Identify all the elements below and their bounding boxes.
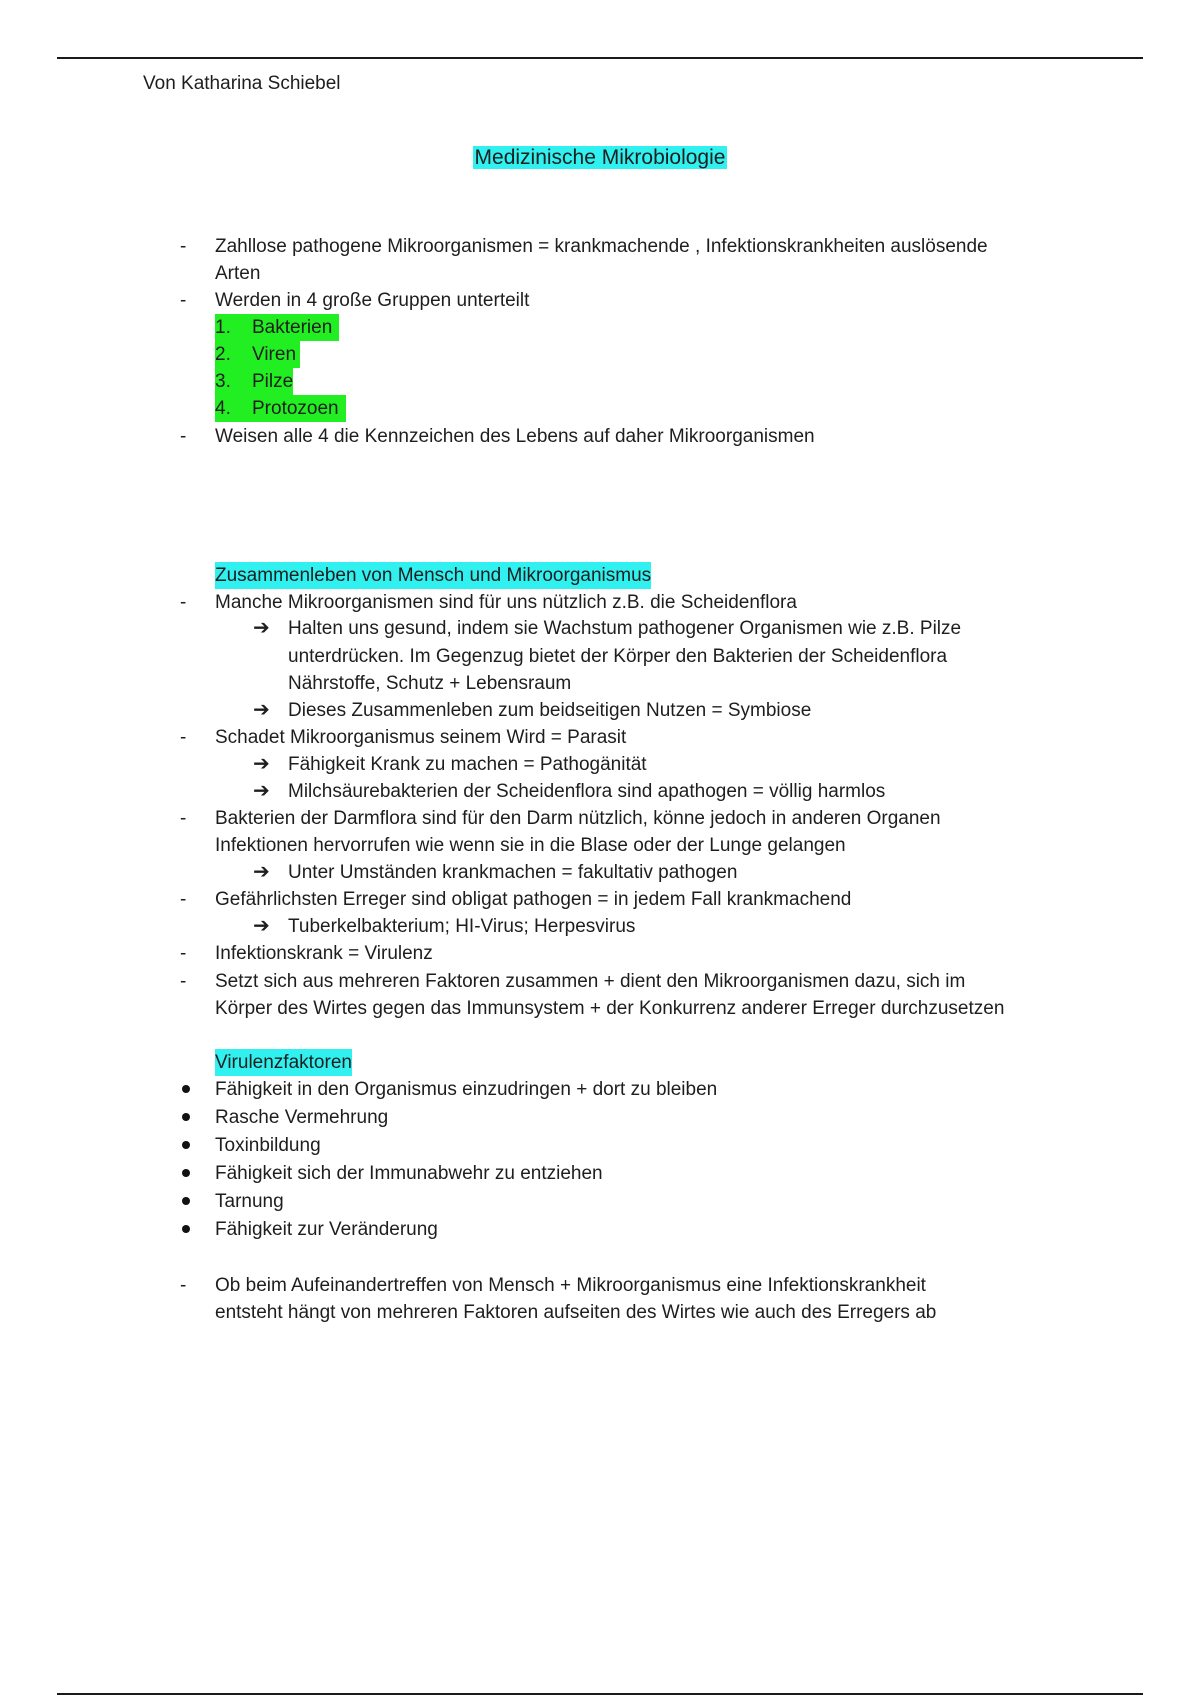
intro-item-3: Weisen alle 4 die Kennzeichen des Lebens auf daher Mikroorganismen (215, 426, 815, 447)
bullet-icon (182, 1225, 190, 1233)
group-label: Viren (252, 344, 297, 365)
arrow-icon: ➔ (253, 699, 270, 721)
group-number: 1. (215, 317, 231, 338)
text-line: Nährstoffe, Schutz + Lebensraum (288, 673, 572, 694)
title-wrap (0, 144, 1200, 172)
bullet-icon (182, 1113, 190, 1121)
section-heading-virulenzfaktoren: Virulenzfaktoren (215, 1049, 352, 1076)
text-line: Halten uns gesund, indem sie Wachstum pathogener Organismen wie z.B. Pilze (288, 618, 962, 639)
dash-marker: - (180, 727, 187, 748)
group-item-protozoen (215, 395, 346, 422)
dash-marker: - (180, 889, 187, 910)
author-line: Von Katharina Schiebel (143, 73, 341, 94)
section-heading-zusammenleben: Zusammenleben von Mensch und Mikroorganismus (215, 562, 651, 589)
group-item-bakterien (215, 314, 339, 341)
text-line: Ob beim Aufeinandertreffen von Mensch + Mikroorganismus eine Infektionskrankheit (215, 1275, 926, 1296)
text-line: entsteht hängt von mehreren Faktoren aufseiten des Wirtes wie auch des Erregers ab (215, 1302, 937, 1323)
text-line: Tuberkelbakterium; HI-Virus; Herpesvirus (288, 916, 636, 937)
dash-marker: - (180, 290, 187, 311)
text-line: Milchsäurebakterien der Scheidenflora sind apathogen = völlig harmlos (288, 781, 886, 802)
bullet-icon (182, 1197, 190, 1205)
list-item: Rasche Vermehrung (215, 1107, 389, 1128)
text-line: Infektionen hervorrufen wie wenn sie in die Blase oder der Lunge gelangen (215, 835, 846, 856)
intro-item-2: Werden in 4 große Gruppen unterteilt (215, 290, 530, 311)
text-line: Dieses Zusammenleben zum beidseitigen Nutzen = Symbiose (288, 700, 812, 721)
group-label: Pilze (252, 371, 294, 392)
arrow-icon: ➔ (253, 617, 270, 639)
arrow-icon: ➔ (253, 780, 270, 802)
dash-marker: - (180, 1275, 187, 1296)
group-number: 2. (215, 344, 231, 365)
dash-marker: - (180, 236, 187, 257)
group-item-viren (215, 341, 300, 368)
text-line: Schadet Mikroorganismus seinem Wird = Parasit (215, 727, 627, 748)
arrow-icon: ➔ (253, 915, 270, 937)
text-line: Manche Mikroorganismen sind für uns nützlich z.B. die Scheidenflora (215, 592, 797, 613)
bottom-rule (57, 1693, 1143, 1695)
arrow-icon: ➔ (253, 861, 270, 883)
top-rule (57, 57, 1143, 59)
bullet-icon (182, 1085, 190, 1093)
list-item: Fähigkeit zur Veränderung (215, 1219, 438, 1240)
text-line: Fähigkeit Krank zu machen = Pathogänität (288, 754, 647, 775)
text-line: unterdrücken. Im Gegenzug bietet der Körper den Bakterien der Scheidenflora (288, 646, 948, 667)
group-number: 3. (215, 371, 231, 392)
dash-marker: - (180, 808, 187, 829)
list-item: Toxinbildung (215, 1135, 321, 1156)
list-item: Fähigkeit in den Organismus einzudringen + dort zu bleiben (215, 1079, 718, 1100)
arrow-icon: ➔ (253, 753, 270, 775)
dash-marker: - (180, 426, 187, 447)
group-number: 4. (215, 398, 231, 419)
list-item: Tarnung (215, 1191, 284, 1212)
text-line: Bakterien der Darmflora sind für den Darm nützlich, könne jedoch in anderen Organen (215, 808, 941, 829)
text-line: Infektionskrank = Virulenz (215, 943, 433, 964)
text-line: Setzt sich aus mehreren Faktoren zusammen + dient den Mikroorganismen dazu, sich im (215, 971, 966, 992)
page-title: Medizinische Mikrobiologie (474, 146, 726, 169)
text-line: Unter Umständen krankmachen = fakultativ pathogen (288, 862, 738, 883)
text-line: Körper des Wirtes gegen das Immunsystem + der Konkurrenz anderer Erreger durchzusetzen (215, 998, 1005, 1019)
list-item: Fähigkeit sich der Immunabwehr zu entziehen (215, 1163, 603, 1184)
dash-marker: - (180, 971, 187, 992)
group-label: Protozoen (252, 398, 339, 419)
bullet-icon (182, 1141, 190, 1149)
intro-item-1-line-2: Arten (215, 263, 261, 284)
group-item-pilze (215, 368, 293, 395)
dash-marker: - (180, 592, 187, 613)
bullet-icon (182, 1169, 190, 1177)
dash-marker: - (180, 943, 187, 964)
intro-item-1-line-1: Zahllose pathogene Mikroorganismen = krankmachende , Infektionskrankheiten auslösende (215, 236, 988, 257)
text-line: Gefährlichsten Erreger sind obligat pathogen = in jedem Fall krankmachend (215, 889, 852, 910)
group-label: Bakterien (252, 317, 333, 338)
